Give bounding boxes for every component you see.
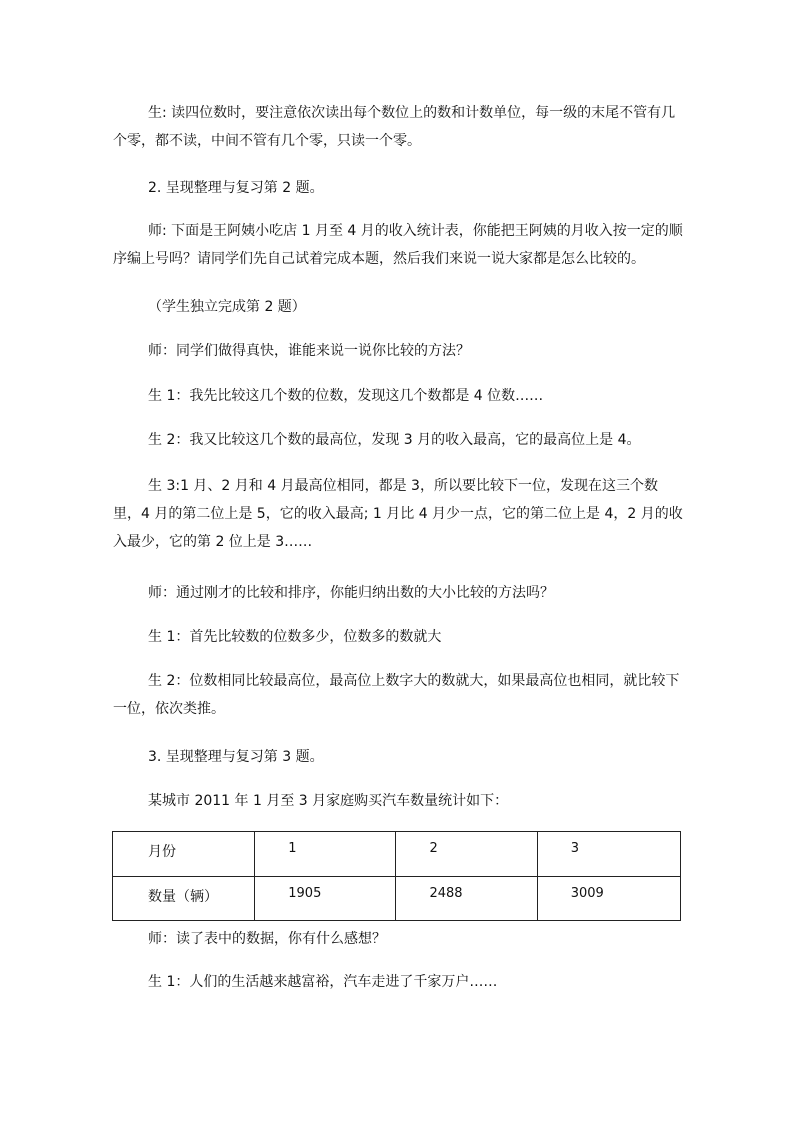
paragraph-teacher-method-question: 师：同学们做得真快，谁能来说一说你比较的方法？ <box>148 343 470 359</box>
table-cell: 月份 <box>113 832 255 877</box>
table-cell: 数量（辆） <box>113 876 255 921</box>
paragraph-teacher-reflection-question: 师：读了表中的数据，你有什么感想？ <box>148 931 386 947</box>
table-cell: 2 <box>396 832 537 877</box>
paragraph-teacher-summary-question: 师：通过刚才的比较和排序，你能归纳出数的大小比较的方法吗？ <box>148 585 554 601</box>
table-cell: 1 <box>255 832 396 877</box>
paragraph-student-reading-rule: 生: 读四位数时，要注意依次读出每个数位上的数和计数单位，每一级的末尾不管有几个零，都不读，中间不管有几个零，只读一个零。 <box>113 105 676 149</box>
paragraph-student1-rule: 生 1：首先比较数的位数多少，位数多的数就大 <box>148 629 442 645</box>
paragraph-student3-comparison: 生 3:1 月、2 月和 4 月最高位相同，都是 3，所以要比较下一位，发现在这三个数里，4 月的第二位上是 5，它的收入最高; 1 月比 4 月少一点，它的第二位上是 4，2 月的收入最少，它的第 2 位上是 3…… <box>113 478 683 550</box>
paragraph-section-2-heading: 2. 呈现整理与复习第 2 题。 <box>148 180 324 196</box>
table-cell: 1905 <box>255 876 396 921</box>
paragraph-section-3-heading: 3. 呈现整理与复习第 3 题。 <box>148 749 324 765</box>
table-row <box>113 876 681 921</box>
paragraph-student1-digits: 生 1：我先比较这几个数的位数，发现这几个数都是 4 位数…… <box>148 388 544 404</box>
table-cell: 2488 <box>396 876 537 921</box>
paragraph-student-independent-work: （学生独立完成第 2 题） <box>148 299 306 315</box>
table-cell: 3009 <box>537 876 680 921</box>
paragraph-student1-reflection: 生 1：人们的生活越来越富裕，汽车走进了千家万户…… <box>148 974 498 990</box>
paragraph-teacher-income-question: 师: 下面是王阿姨小吃店 1 月至 4 月的收入统计表，你能把王阿姨的月收入按一定的顺序编上号吗？请同学们先自己试着完成本题，然后我们来说一说大家都是怎么比较的。 <box>113 223 683 267</box>
car-purchase-table <box>112 831 681 921</box>
paragraph-table-intro: 某城市 2011 年 1 月至 3 月家庭购买汽车数量统计如下： <box>148 793 509 809</box>
paragraph-student2-highest-digit: 生 2：我又比较这几个数的最高位，发现 3 月的收入最高，它的最高位上是 4。 <box>148 432 641 448</box>
table-row <box>113 832 681 877</box>
table-cell: 3 <box>537 832 680 877</box>
paragraph-student2-rule: 生 2：位数相同比较最高位，最高位上数字大的数就大，如果最高位也相同，就比较下一位，依次类推。 <box>113 673 680 717</box>
